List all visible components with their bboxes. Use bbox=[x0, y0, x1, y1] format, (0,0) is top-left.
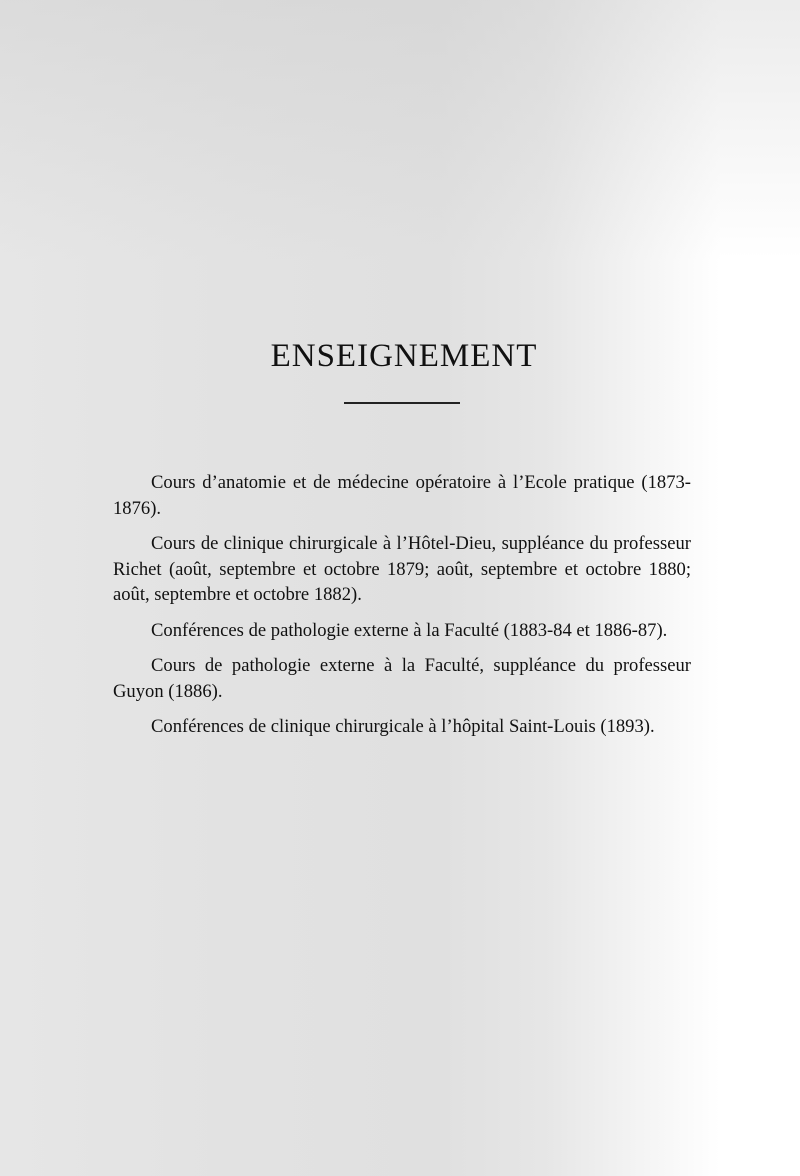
page-heading: ENSEIGNEMENT bbox=[270, 338, 538, 374]
teaching-entry-saint-louis: Conférences de clinique chirurgicale à l’hôpital Saint-Louis (1893). bbox=[151, 716, 655, 737]
heading-rule bbox=[344, 402, 460, 404]
teaching-entry-anatomie: Cours d’anatomie et de médecine opératoire à l’Ecole pratique (1873-1876). bbox=[113, 472, 691, 519]
teaching-entry-hotel-dieu: Cours de clinique chirurgicale à l’Hôtel-Dieu, suppléance du professeur Richet (août, septembre et octobre 1879; août, septembre et octobre 1880; août, septembre et octobre 1882). bbox=[113, 533, 691, 605]
teaching-entry-pathologie-cours: Cours de pathologie externe à la Faculté, suppléance du professeur Guyon (1886). bbox=[113, 655, 691, 702]
teaching-list bbox=[113, 470, 691, 750]
teaching-entry-pathologie-conferences: Conférences de pathologie externe à la Faculté (1883-84 et 1886-87). bbox=[151, 619, 668, 641]
